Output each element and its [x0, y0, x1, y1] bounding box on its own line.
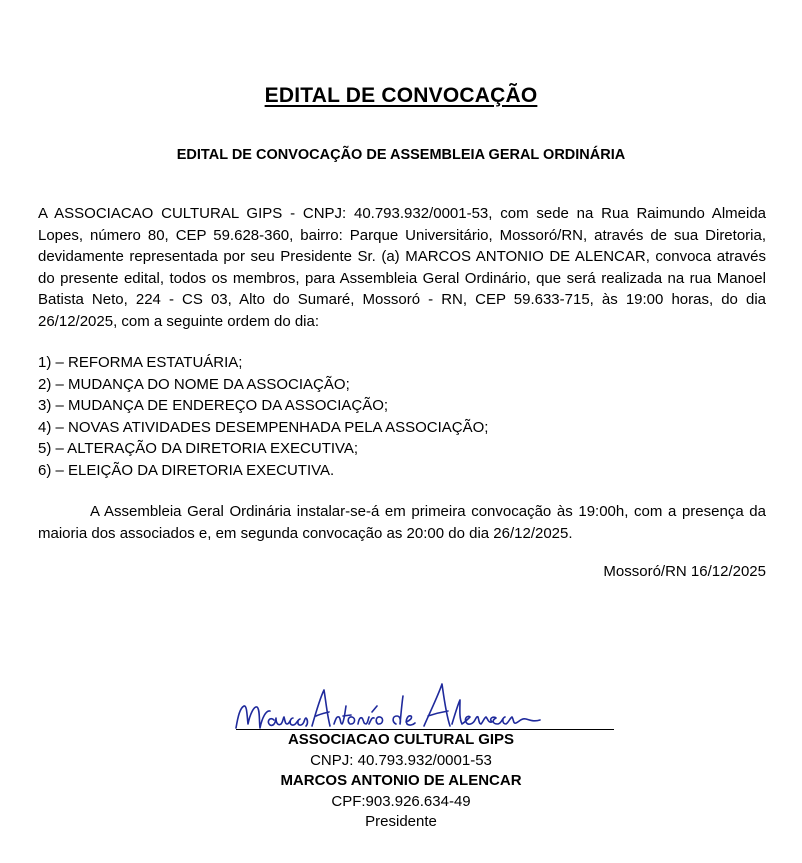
signature-cpf: CPF:903.926.634-49	[331, 792, 471, 810]
agenda-item: 2) – MUDANÇA DO NOME DA ASSOCIAÇÃO;	[38, 375, 350, 393]
agenda-item: 6) – ELEIÇÃO DA DIRETORIA EXECUTIVA.	[38, 461, 335, 479]
agenda-item: 5) – ALTERAÇÃO DA DIRETORIA EXECUTIVA;	[38, 440, 359, 458]
agenda-item: 1) – REFORMA ESTATUÁRIA;	[38, 354, 243, 371]
body-paragraph: A ASSOCIACAO CULTURAL GIPS - CNPJ: 40.793.932/0001-53, com sede na Rua Raimundo Almeida Lopes, número 80, CEP 59.628-360, bairro: Parque Universitário, Mossoró/RN, através de sua Diretoria, devidamente representada por seu Presidente Sr. (a) MARCOS ANTONIO DE ALENCAR, convoca através do presente edital, todos os membros, para Assembleia Geral Ordinário, que será realizada na rua Manoel Batista Neto, 224 - CS 03, Alto do Sumaré, Mossoró - RN, CEP 59.633-715, às 19:00 horas, do dia 26/12/2025, com a seguinte ordem do dia:	[38, 205, 766, 330]
document-subtitle: EDITAL DE CONVOCAÇÃO DE ASSEMBLEIA GERAL ORDINÁRIA	[176, 147, 626, 163]
closing-paragraph: A Assembleia Geral Ordinária instalar-se-á em primeira convocação às 19:00h, com a presença da maioria dos associados e, em segunda convocação as 20:00 do dia 26/12/2025.	[38, 503, 766, 542]
place-date: Mossoró/RN 16/12/2025	[603, 563, 766, 580]
signature-org-name: ASSOCIACAO CULTURAL GIPS	[287, 731, 515, 748]
document-title: EDITAL DE CONVOCAÇÃO	[264, 84, 538, 107]
signature-block	[200, 730, 602, 833]
signature-signer-name: MARCOS ANTONIO DE ALENCAR	[280, 772, 522, 789]
handwritten-signature	[230, 676, 550, 732]
signature-cnpj: CNPJ: 40.793.932/0001-53	[310, 751, 492, 769]
agenda-list	[38, 352, 766, 482]
agenda-item: 4) – NOVAS ATIVIDADES DESEMPENHADA PELA ASSOCIAÇÃO;	[38, 418, 489, 436]
signature-role: Presidente	[365, 813, 437, 830]
agenda-item: 3) – MUDANÇA DE ENDEREÇO DA ASSOCIAÇÃO;	[38, 397, 389, 415]
